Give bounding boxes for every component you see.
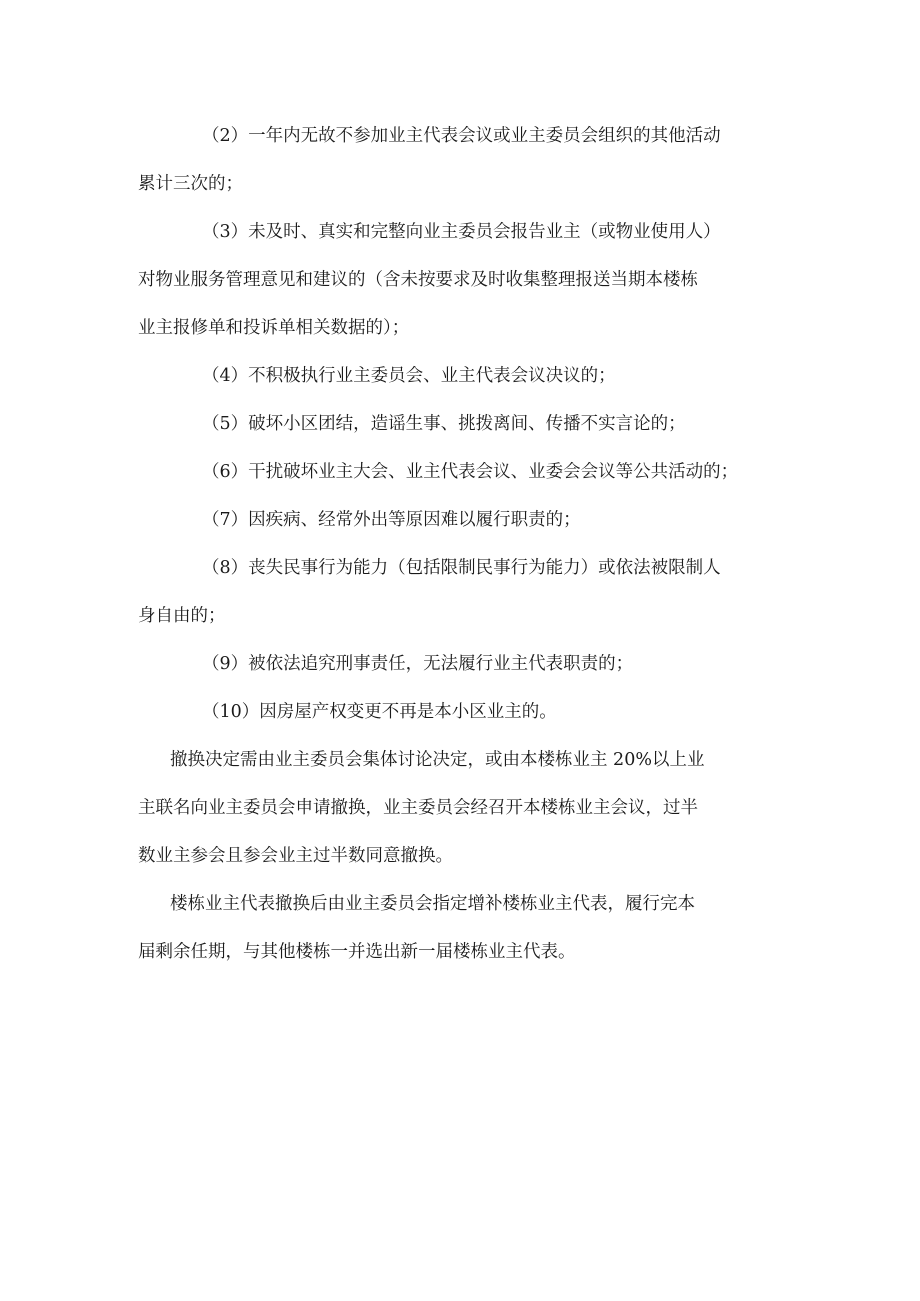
list-item-4 [138,352,788,400]
list-item-10 [138,688,788,736]
list-item-5 [138,400,788,448]
text-line: （5）破坏小区团结，造谣生事、挑拨离间、传播不实言论的； [202,414,686,434]
list-item-7 [138,496,788,544]
text-line: （2）一年内无故不参加业主代表会议或业主委员会组织的其他活动 [202,126,721,146]
text-line: 累计三次的； [138,174,243,194]
text-line: 撤换决定需由业主委员会集体讨论决定，或由本楼栋业主 20%以上业 [170,750,705,770]
text-line: （6）干扰破坏业主大会、业主代表会议、业委会会议等公共活动的； [202,462,739,482]
text-line: （8）丧失民事行为能力（包括限制民事行为能力）或依法被限制人 [202,558,721,578]
text-line: （9）被依法追究刑事责任，无法履行业主代表职责的； [202,654,634,674]
text-line: （3）未及时、真实和完整向业主委员会报告业主（或物业使用人） [202,222,721,242]
list-item-6 [138,448,788,496]
text-line: 对物业服务管理意见和建议的（含未按要求及时收集整理报送当期本楼栋 [138,270,698,290]
list-item-8 [138,544,788,640]
document-body [138,112,788,976]
body-paragraph-removal-decision [138,736,788,880]
text-line: 楼栋业主代表撤换后由业主委员会指定增补楼栋业主代表，履行完本 [170,894,695,914]
body-paragraph-replacement [138,880,788,976]
text-line: 主联名向业主委员会申请撤换，业主委员会经召开本楼栋业主会议，过半 [138,798,698,818]
text-line: 届剩余任期，与其他楼栋一并选出新一届楼栋业主代表。 [138,942,576,962]
text-line: （4）不积极执行业主委员会、业主代表会议决议的； [202,366,616,386]
text-line: 身自由的； [138,606,226,626]
list-item-3 [138,208,788,352]
list-item-9 [138,640,788,688]
text-line: 业主报修单和投诉单相关数据的）； [138,318,410,338]
list-item-2 [138,112,788,208]
text-line: （7）因疾病、经常外出等原因难以履行职责的； [202,510,581,530]
text-line: 数业主参会且参会业主过半数同意撤换。 [138,846,453,866]
text-line: （10）因房屋产权变更不再是本小区业主的。 [202,702,557,722]
